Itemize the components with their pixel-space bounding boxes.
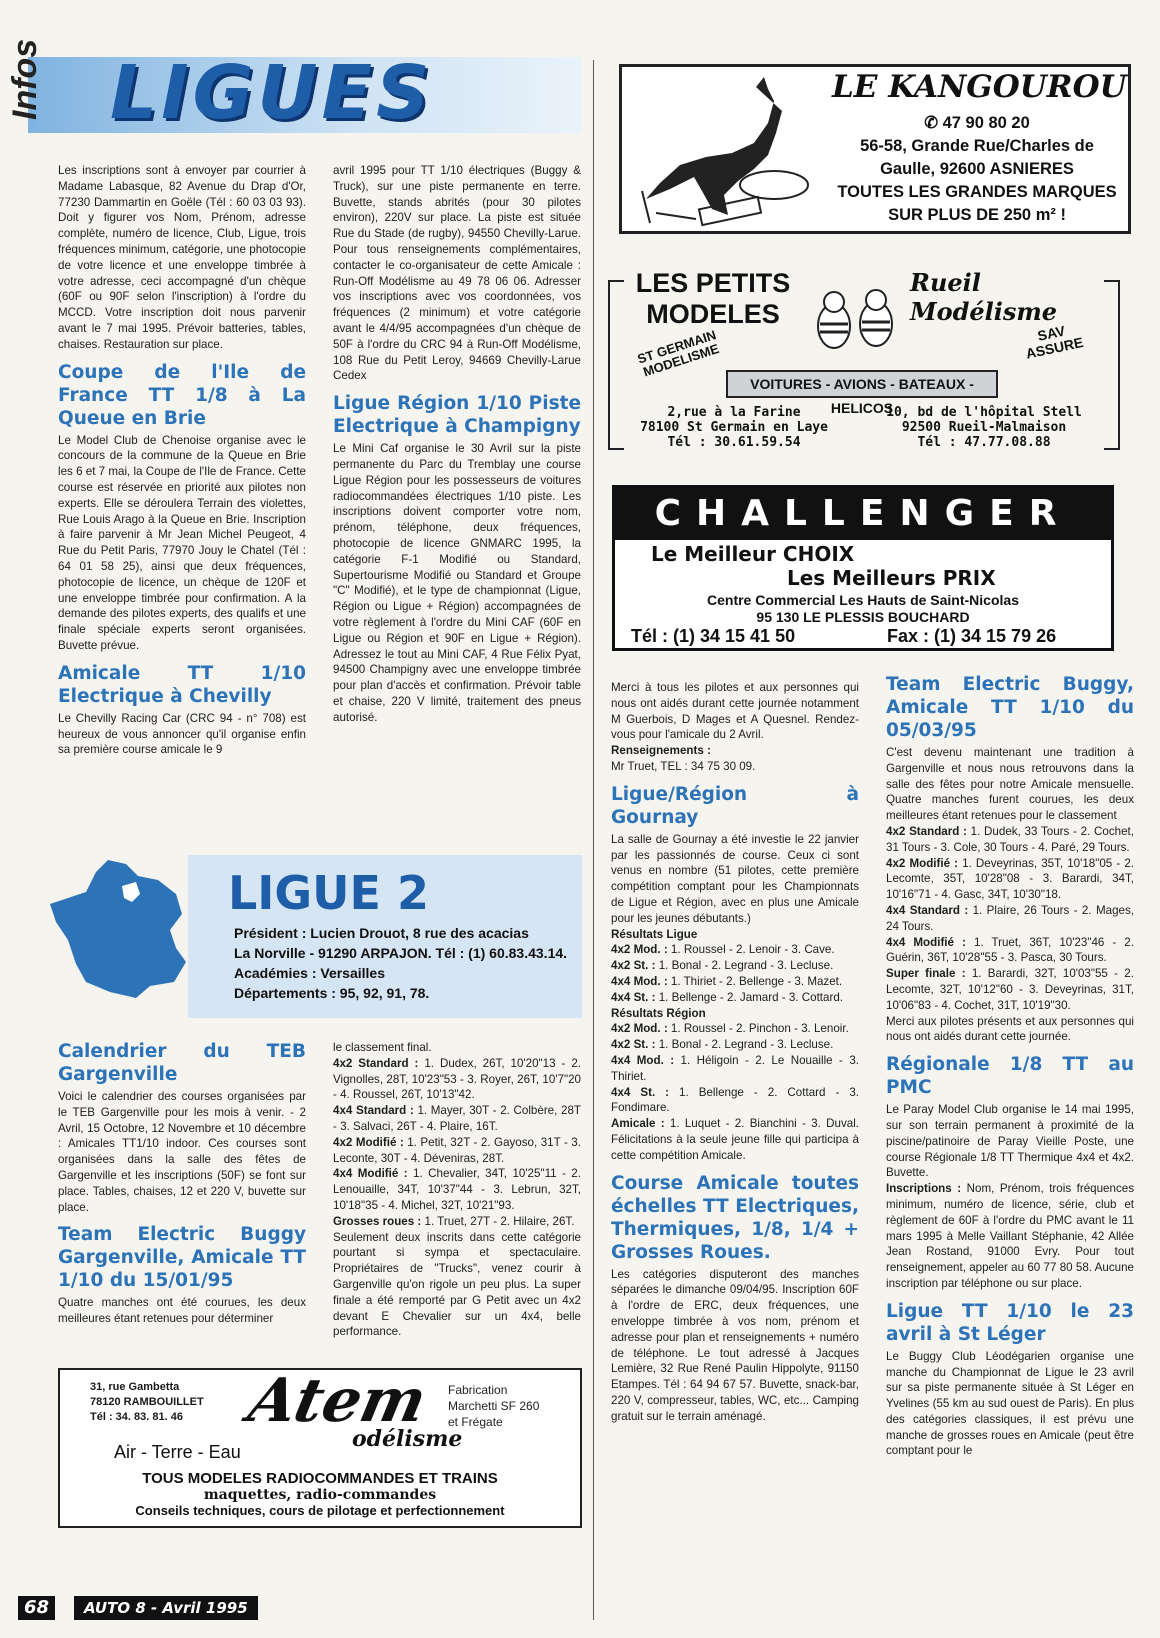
column-divider bbox=[593, 60, 594, 1620]
banner-categories: VOITURES - AVIONS - BATEAUX - HELICOS bbox=[726, 370, 998, 398]
atem-logo: Atem bbox=[242, 1366, 433, 1436]
ad-petits-modeles bbox=[608, 268, 1118, 458]
result-line: 4x2 Modifié : 1. Deveyrinas, 35T, 10'18"05 - 2. Lecomte, 35T, 10'28"08 - 3. Barardi, 34T, 10'16"71 - 4. Gasc, 34T, 10'30"18. bbox=[886, 856, 1134, 902]
result-line: 4x4 Standard : 1. Mayer, 30T - 2. Colbère, 28T - 3. Salvaci, 26T - 4. Plaire, 16T. bbox=[333, 1104, 581, 1133]
atem-line3: Conseils techniques, cours de pilotage et perfectionnement bbox=[135, 1503, 505, 1518]
result-line: Super finale : 1. Barardi, 32T, 10'03"55 - 2. Lecomte, 32T, 10'12"60 - 3. Deveyrinas, 31T, 10'06"83 - 4. Cochet, 31T, 10'19"30. bbox=[886, 967, 1134, 1012]
result-line: 4x4 St. : 1. Bellenge - 2. Jamard - 3. Cottard. bbox=[611, 990, 843, 1004]
bees-icon bbox=[800, 286, 910, 362]
page-number: 68 bbox=[18, 1596, 55, 1620]
result-line: Grosses roues : 1. Truet, 27T - 2. Hilaire, 26T. bbox=[333, 1214, 575, 1228]
pmc-body: Le Paray Model Club organise le 14 mai 1995, sur son terrain permanent à proximité de la piscine/patinoire de Paray Vieille Poste, une course Régionale 1/8 TT Thermique 4x4 et 4x2. Buvette. bbox=[886, 1103, 1134, 1180]
petits-title1: LES PETITS bbox=[635, 268, 791, 298]
team-gargenville-heading: Team Electric Buggy Gargenville, Amicale TT 1/10 du 15/01/95 bbox=[58, 1224, 306, 1292]
atem-line1: TOUS MODELES RADIOCOMMANDES ET TRAINS bbox=[142, 1470, 498, 1487]
atem-line2: maquettes, radio-commandes bbox=[203, 1487, 437, 1503]
ad-atem bbox=[58, 1368, 582, 1528]
rueil-tel: Tél : 47.77.08.88 bbox=[917, 435, 1051, 450]
result-line: 4x2 Modifié : 1. Petit, 32T - 2. Gayoso, 31T - 3. Leconte, 30T - 4. Déveniras, 28T. bbox=[333, 1135, 581, 1165]
team-0503-body: C'est devenu maintenant une tradition à Gargenville et nous nous retrouvons dans la salle des fêtes pour notre Amicale mensuelle. Quatre manches furent courues, les deux meilleures étant retenues pour le classement bbox=[886, 746, 1134, 823]
ligue2-departements: Départements : 95, 92, 91, 78. bbox=[234, 985, 430, 1001]
st-leger-heading: Ligue TT 1/10 le 23 avril à St Léger bbox=[886, 1300, 1134, 1345]
result-line: 4x4 St. : 1. Bellenge - 2. Cottard - 3. Fondimare. bbox=[611, 1085, 859, 1115]
petits-title2: MODELES bbox=[646, 299, 780, 329]
calendrier-heading: Calendrier du TEB Gargenville bbox=[58, 1041, 306, 1085]
atem-fab-model2: et Frégate bbox=[448, 1415, 503, 1429]
ligue-region-body: Le Mini Caf organise le 30 Avril sur la piste permanente du Parc du Tremblay une course Ligue Région pour les possesseurs de voitures radiocommandées électriques 1/10 piste. Les inscriptions doivent comporter votre nom, prénom, téléphone, deux fréquences, photocopie de licence GNMARC 1995, la catégorie F-1 Modifié ou Standard, Supertourisme Modifié ou Standard et Groupe "C" Modifié), et le type de championnat (Ligue, Région ou Ligue + Région) accompagnées de votre règlement à l'ordre du Mini CAF (60F en Ligue ou Région et 90F en Ligue + Région). Adressez le tout au Mini CAF, 4 Rue Félix Pyat, 94500 Champigny avec une enveloppe timbrée pour plan d'accès et confirmation. Prévoir table et chaise, 220 V limité, traitement des pneus autorisé. bbox=[333, 442, 581, 724]
coupe-heading: Coupe de l'Ile de France TT 1/8 à La Queue en Brie bbox=[58, 361, 306, 429]
res-region-label: Résultats Région bbox=[611, 1006, 706, 1020]
course-amicale-heading: Course Amicale toutes échelles TT Electriques, Thermiques, 1/8, 1/4 + Grosses Roues. bbox=[611, 1172, 859, 1263]
result-line: 4x4 Modifié : 1. Truet, 36T, 10'23"46 - 2. Guérin, 36T, 10'28"55 - 3. Pasca, 30 Tours. bbox=[886, 935, 1134, 965]
rueil-addr1: 10, bd de l'hôpital Stell bbox=[886, 405, 1082, 420]
kangourou-name: LE KANGOUROU bbox=[832, 69, 1127, 105]
ad-kangourou bbox=[619, 64, 1131, 234]
challenger-fax: Fax : (1) 34 15 79 26 bbox=[887, 626, 1057, 646]
challenger-line3: Centre Commercial Les Hauts de Saint-Nicolas bbox=[707, 592, 1019, 608]
atem-address: 31, rue Gambetta bbox=[90, 1381, 180, 1393]
challenger-tel: Tél : (1) 34 15 41 50 bbox=[631, 626, 796, 646]
course-amicale-body: Les catégories disputeront des manches séparées le dimanche 09/04/95. Inscription 60F à l'ordre de ERC, deux fréquences, une enveloppe timbrée à vos nom, prénom et adresse pour plan et renseignements + numéro de téléphone. Le tout adressé à Jacques Lemière, 32 Rue René Paulin Hippolyte, 91150 Etampes. Tél : 64 94 67 57. Buvette, snack-bar, 220 V, compresseur, tables, WC, etc... Camping gratuit sur le terrain aménagé. bbox=[611, 1267, 859, 1423]
kangourou-addr3: TOUTES LES GRANDES MARQUES bbox=[837, 183, 1117, 201]
ligue2-title: LIGUE 2 bbox=[228, 866, 429, 920]
amicale-body: Le Chevilly Racing Car (CRC 94 - n° 708) est heureux de vous annoncer qu'il organise enfin sa première course amicale le 9 bbox=[58, 711, 306, 757]
result-line: 4x2 Mod. : 1. Roussel - 2. Pinchon - 3. Lenoir. bbox=[611, 1022, 849, 1036]
petits-tel: Tél : 30.61.59.54 bbox=[667, 435, 801, 450]
col1-intro: Les inscriptions sont à envoyer par courrier à Madame Labasque, 82 Avenue du Drap d'Or, 77230 Dammartin en Goële (Tél : 60 03 03 93). Doit y figurer vos Nom, Prénom, adresse complète, numéro de licence, Club, Ligue, trois fréquences minimum, catégorie, une photocopie de votre licence et une enveloppe timbrée à votre adresse, ceci accompagné d'un chèque (60F ou 90F selon l'inscription) à l'ordre du MCCD. Votre inscription doit nous parvenir avant le 7 mai 1995. Prévoir batteries, tables, chaises. Restauration sur place. bbox=[58, 164, 306, 351]
magazine-footer: AUTO 8 - Avril 1995 bbox=[74, 1596, 258, 1620]
team-0503-merci: Merci aux pilotes présents et aux personnes qui nous ont aidés durant cette journée. bbox=[886, 1014, 1134, 1044]
amicale-heading: Amicale TT 1/10 Electrique à Chevilly bbox=[58, 662, 306, 707]
res-ligue-label: Résultats Ligue bbox=[611, 927, 698, 941]
france-map-icon bbox=[46, 852, 196, 1002]
header-title: LIGUES bbox=[110, 50, 434, 136]
atem-tel: Tél : 34. 83. 81. 46 bbox=[90, 1411, 183, 1423]
results-outro: Seulement deux inscrits dans cette catégorie pourtant si sympa et spectaculaire. Propriétaires de "Trucks", venez courir à Gargenville qu'on rigole un peu plus. La super finale a été remporté par G Petit avec un 4x2 devant E Chevalier sur un 4x4, belle performance. bbox=[333, 1230, 581, 1339]
result-line: 4x2 Standard : 1. Dudex, 26T, 10'20"13 - 2. Vignolles, 28T, 10'23"53 - 3. Royer, 26T, 10'7"20 - 4. Roussel, 26T, 10'13"42. bbox=[333, 1056, 581, 1102]
pmc-heading: Régionale 1/8 TT au PMC bbox=[886, 1054, 1134, 1099]
atem-logo-suffix: odélisme bbox=[352, 1426, 463, 1452]
result-line: 4x4 Modifié : 1. Chevalier, 34T, 10'25"11 - 2. Lenouaille, 34T, 10'37"44 - 3. Lebrun, 32T, 10'18"35 - 4. Michel, 32T, 10'21"93. bbox=[333, 1167, 581, 1212]
result-line: 4x4 Mod. : 1. Héligoin - 2. Le Nouaille - 3. Thiriet. bbox=[611, 1053, 859, 1083]
kangourou-addr1: 56-58, Grande Rue/Charles de bbox=[860, 137, 1094, 155]
result-line: 4x2 St. : 1. Bonal - 2. Legrand - 3. Lecluse. bbox=[611, 1038, 834, 1052]
col3-rens-label: Renseignements : bbox=[611, 744, 711, 758]
challenger-title: CHALLENGER bbox=[615, 488, 1111, 540]
petits-addr2: 78100 St Germain en Laye bbox=[640, 420, 828, 435]
challenger-line2: Les Meilleurs PRIX bbox=[787, 566, 996, 590]
gournay-heading: Ligue/Région à Gournay bbox=[611, 783, 859, 828]
team-gargenville-body: Quatre manches ont été courues, les deux meilleures étant retenues pour déterminer bbox=[58, 1296, 306, 1326]
results-intro: le classement final. bbox=[333, 1041, 432, 1054]
st-leger-body: Le Buggy Club Léodégarien organise une manche du Championnat de Ligue le 23 avril sur sa piste permanente située à St Léger en Yvelines (55 km au sud ouest de Paris). En plus des catégories classiques, il est prévu une manche de grosses roues en Amicale (peut être comptant pour le bbox=[886, 1349, 1134, 1458]
sav-label: SAV ASSURE bbox=[1024, 322, 1085, 362]
gournay-body: La salle de Gournay a été investie le 22 janvier par les passionnés de course. Ceux ci sont venus en nombre (51 pilotes, cette première compétition comptant pour les Championnats de Ligue et Région, avec en plus une Amicale pour les jeunes débutants.) bbox=[611, 832, 859, 925]
pmc-inscriptions: Inscriptions : Nom, Prénom, trois fréquences minimum, numéro de licence, série, club et règlement de 60F à l'ordre du PMC avant le 11 mars 1995 à Melle Vaillant Stéphanie, 42 Allée Jean Rostand, 91000 Evry. Pour tout renseignement, appeler au 60 77 80 58. Aucune inscription par téléphone ou sur place. bbox=[886, 1182, 1134, 1290]
result-line: 4x2 Standard : 1. Dudek, 33 Tours - 2. Cochet, 31 Tours - 3. Cole, 30 Tours - 4. Paré, 29 Tours. bbox=[886, 824, 1134, 854]
col2-cont: avril 1995 pour TT 1/10 électriques (Buggy & Truck), sur une piste permanente en terre. Buvette, stands abrités (pour 30 pilotes environ), 220V sur place. La piste est située Rue du Stade (de rugby), 94550 Chevilly-Larue. Pour tous renseignements complémentaires, contacter le co-organisateur de cette Amicale : Run-Off Modélisme au 49 78 06 06. Adresser vos inscriptions avec vos coordonnées, vos fréquences (2 minimum) et votre catégorie avant le 4/4/95 accompagnées d'un chèque de 50F à l'ordre du CRC 94 à Run-Off Modélisme, 108 Rue du Petit Leroy, 94669 Chevilly-Larue Cedex bbox=[333, 164, 581, 383]
rueil-name2: Modélisme bbox=[910, 297, 1058, 326]
result-line: 4x4 Standard : 1. Plaire, 26 Tours - 2. Mages, 24 Tours. bbox=[886, 903, 1134, 933]
calendrier-body: Voici le calendrier des courses organisées par le TEB Gargenville pour les mois à venir. - 2 Avril, 15 Octobre, 12 Novembre et 10 décembre : Amicales TT1/10 indoor. Ces courses sont organisées dans la salle des fêtes de Gargenville et les inscriptions (50F) se font sur place. Tables, chaises, 12 et 220 V, buvette sur place. bbox=[58, 1090, 306, 1214]
kangourou-addr4: SUR PLUS DE 250 m² ! bbox=[888, 206, 1066, 224]
atem-fab: Fabrication bbox=[448, 1383, 508, 1397]
rueil-addr2: 92500 Rueil-Malmaison bbox=[901, 420, 1067, 435]
challenger-line4: 95 130 LE PLESSIS BOUCHARD bbox=[756, 609, 970, 625]
atem-air: Air - Terre - Eau bbox=[114, 1442, 241, 1462]
atem-fab-model: Marchetti SF 260 bbox=[448, 1399, 540, 1413]
challenger-line1: Le Meilleur CHOIX bbox=[651, 542, 855, 566]
header-infos: Infos bbox=[6, 38, 44, 120]
result-line: 4x2 Mod. : 1. Roussel - 2. Lenoir - 3. Cave. bbox=[611, 943, 835, 957]
ligue2-academies: Académies : Versailles bbox=[234, 965, 385, 981]
result-line: 4x2 St. : 1. Bonal - 2. Legrand - 3. Lecluse. bbox=[611, 959, 834, 973]
petits-addr1: 2,rue à la Farine bbox=[667, 405, 801, 420]
coupe-body: Le Model Club de Chenoise organise avec le concours de la commune de la Queue en Brie les 6 et 7 mai, la Coupe de l'Ile de France. Cette course est réservée en priorité aux pilotes non experts. Elle se déroulera Terrain des violettes, Rue Louis Arago à la Queue en Brie. Inscription à faire parvenir à Mr Jean Michel Peugeot, 4 Rue du Petit Paris, 77970 Jouy le Chatel (Tél : 64 01 58 25), ainsi que deux fréquences, photocopie de licence, un chèque de 120F et une enveloppe timbrée pour confirmation. A la demande des pilotes experts, des qualifs et une finale spéciale experts seront organisées. Buvette prévue. bbox=[58, 433, 306, 652]
kangourou-addr2: Gaulle, 92600 ASNIERES bbox=[880, 160, 1074, 178]
rueil-name: Rueil bbox=[910, 268, 981, 297]
kangourou-phone: ✆ 47 90 80 20 bbox=[924, 114, 1030, 132]
result-line: 4x4 Mod. : 1. Thiriet - 2. Bellenge - 3. Mazet. bbox=[611, 974, 843, 988]
ligue2-president: Président : Lucien Drouot, 8 rue des acacias bbox=[234, 925, 529, 941]
atem-city: 78120 RAMBOUILLET bbox=[90, 1396, 204, 1408]
ligue2-address: La Norville - 91290 ARPAJON. Tél : (1) 60.83.43.14. bbox=[234, 945, 568, 961]
ad-challenger bbox=[612, 485, 1114, 651]
col3-merci: Merci à tous les pilotes et aux personnes qui nous ont aidés durant cette journée notamment M Guerbois, D Mages et A Quesnel. Rendez-vous pour l'amicale du 2 Avril. bbox=[611, 681, 859, 742]
st-germain-label: ST GERMAIN MODELISME bbox=[635, 327, 721, 380]
kangaroo-icon bbox=[636, 73, 826, 228]
col3-rens: Mr Truet, TEL : 34 75 30 09. bbox=[611, 759, 756, 773]
team-0503-heading: Team Electric Buggy, Amicale TT 1/10 du 05/03/95 bbox=[886, 674, 1134, 741]
ligue-region-heading: Ligue Région 1/10 Piste Electrique à Champigny bbox=[333, 393, 581, 438]
result-line: Amicale : 1. Luquet - 2. Bianchini - 3. Duval. Félicitations à la seule jeune fille qui participa à cette compétition Amicale. bbox=[611, 1117, 859, 1162]
